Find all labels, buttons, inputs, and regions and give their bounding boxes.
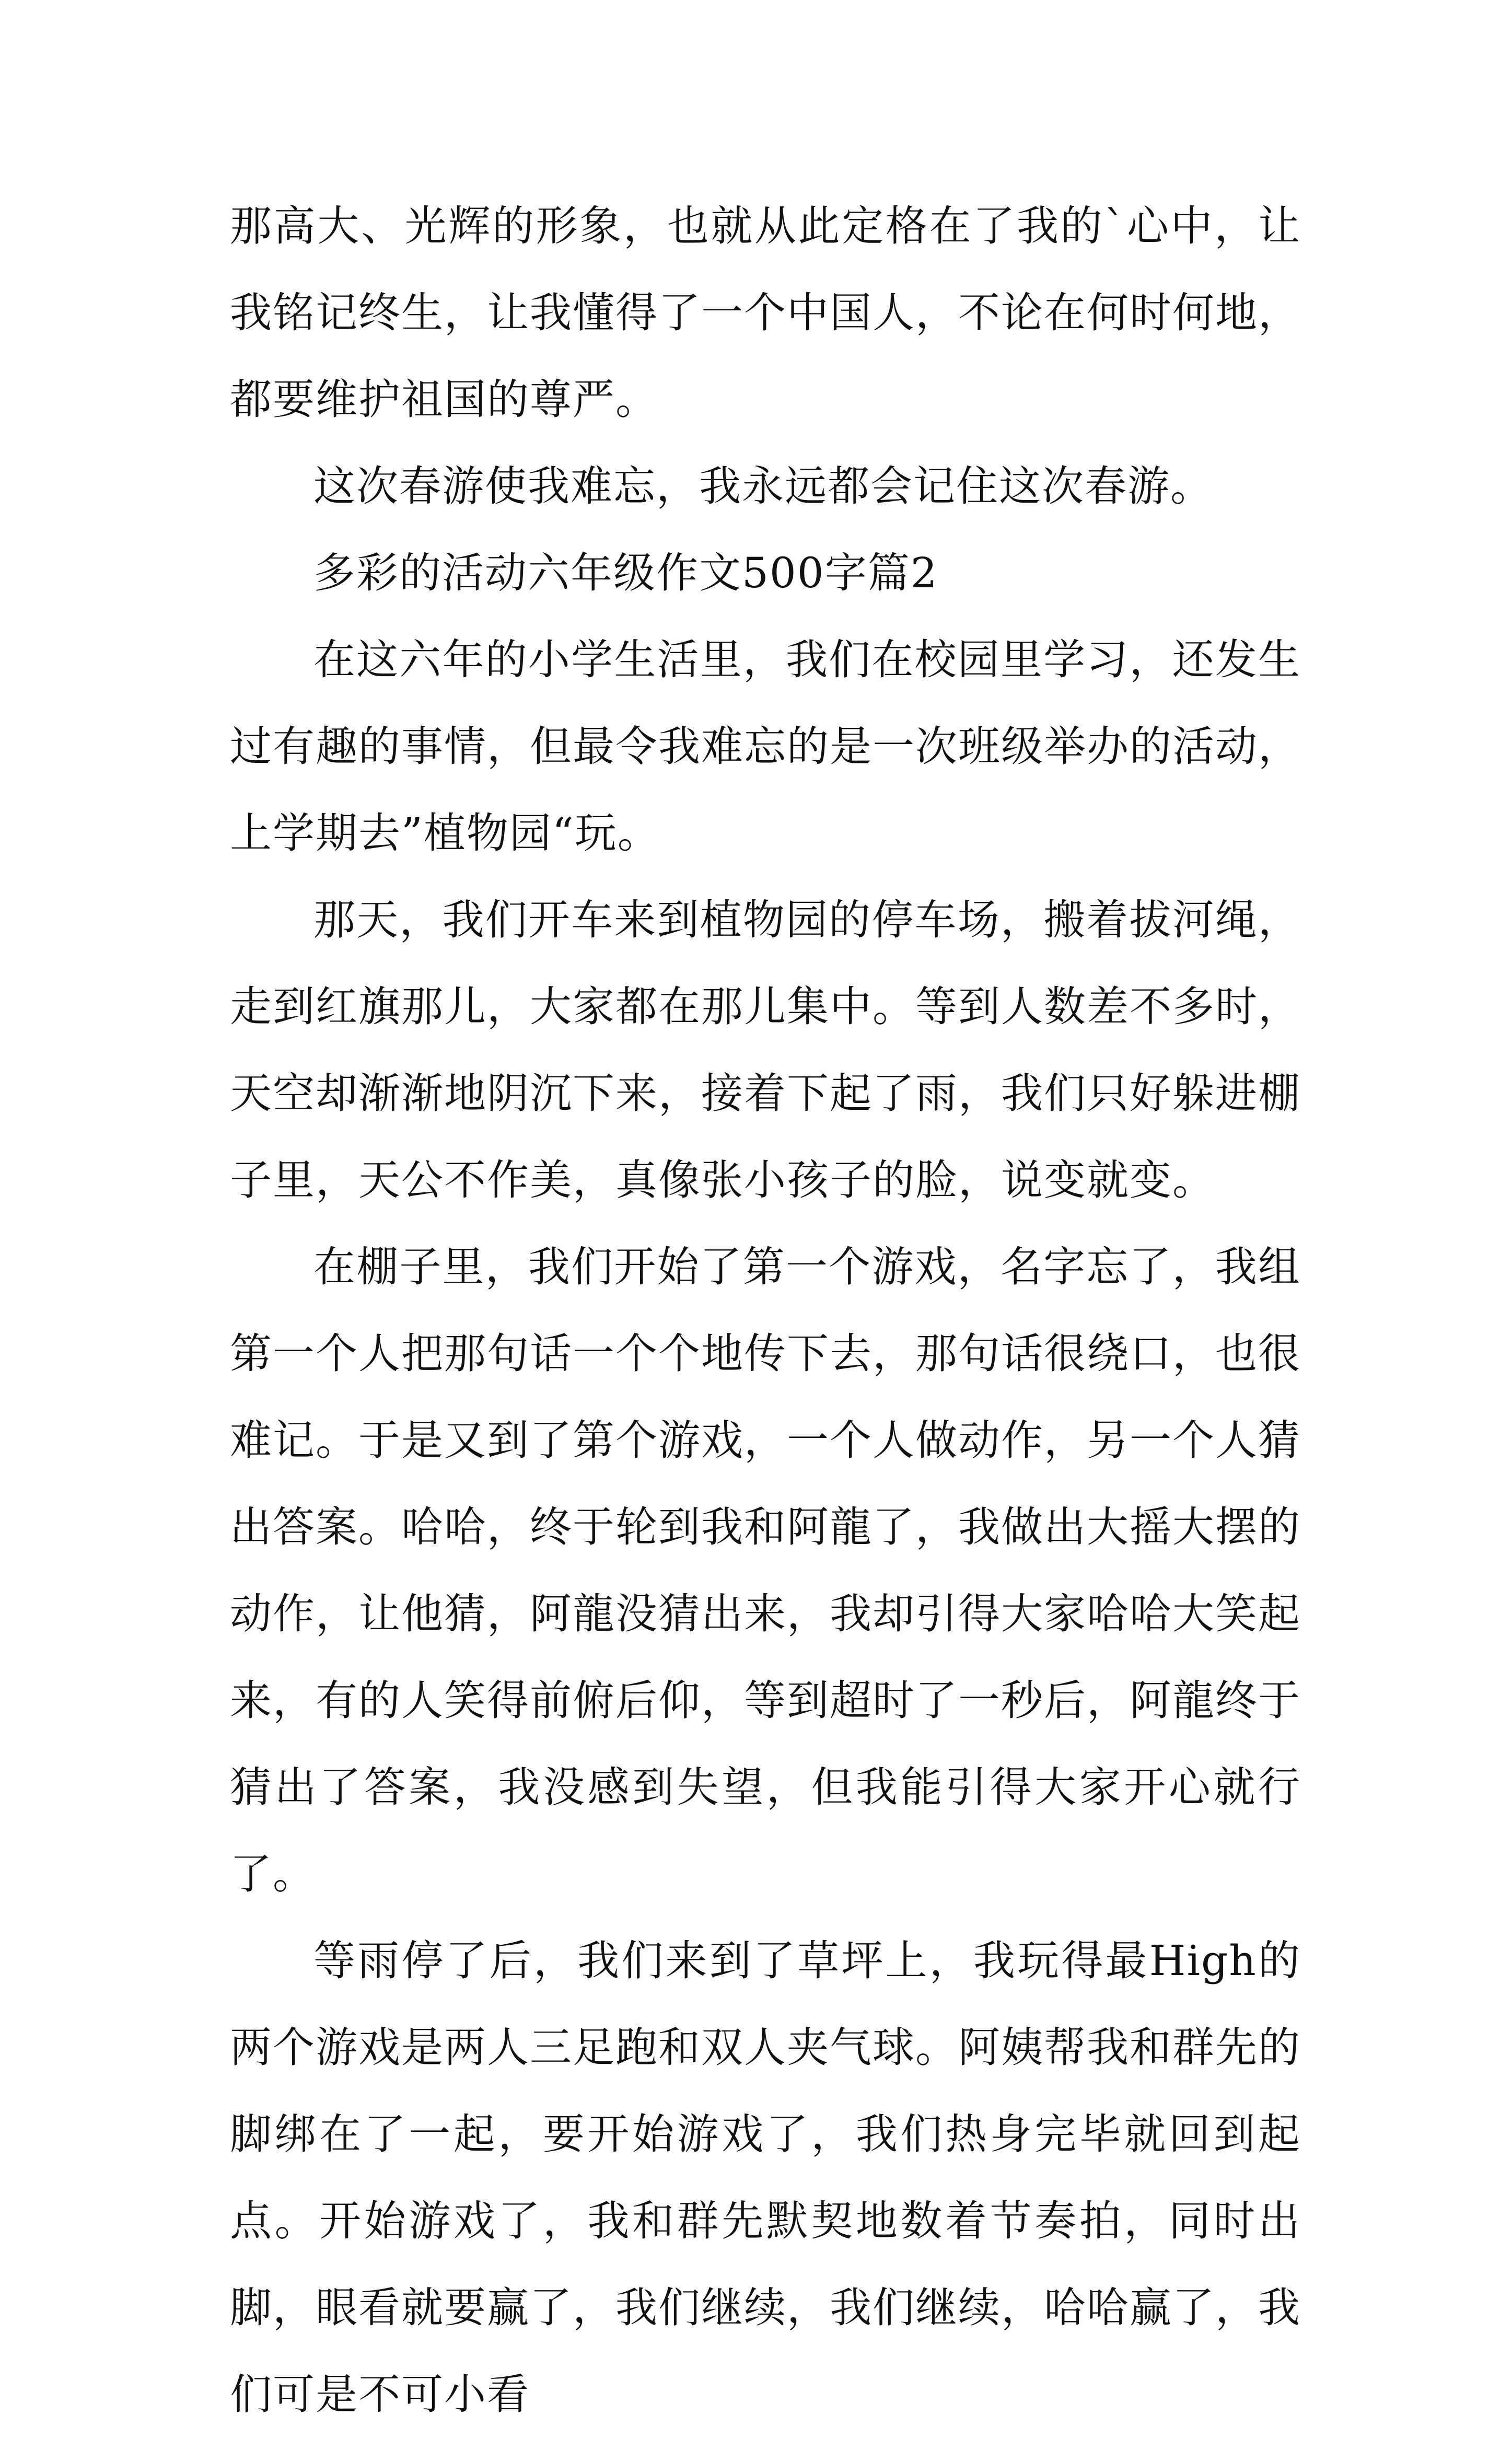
paragraph: 等雨停了后，我们来到了草坪上，我玩得最High的两个游戏是两人三足跑和双人夹气球。阿姨帮我和群先的脚绑在了一起，要开始游戏了，我们热身完毕就回到起点。开始游戏了，我和群先默契地数着节奏拍，同时出脚，眼看就要赢了，我们继续，我们继续，哈哈赢了，我们可是不可小看 — [230, 1936, 1301, 2419]
paragraph: 那天，我们开车来到植物园的停车场，搬着拔河绳，走到红旗那儿，大家都在那儿集中。等到人数差不多时，天空却渐渐地阴沉下来，接着下起了雨，我们只好躲进棚子里，天公不作美，真像张小孩子的脸，说变就变。 — [230, 896, 1301, 1204]
section-heading: 多彩的活动六年级作文500字篇2 — [313, 549, 938, 597]
paragraph: 在这六年的小学生活里，我们在校园里学习，还发生过有趣的事情，但最令我难忘的是一次班级举办的活动，上学期去”植物园“玩。 — [230, 635, 1301, 857]
paragraph: 那高大、光辉的形象，也就从此定格在了我的`心中，让我铭记终生，让我懂得了一个中国人，不论在何时何地，都要维护祖国的尊严。 — [230, 202, 1301, 424]
paragraph: 这次春游使我难忘，我永远都会记住这次春游。 — [313, 462, 1213, 510]
body-text — [230, 183, 1301, 2438]
paragraph: 在棚子里，我们开始了第一个游戏，名字忘了，我组第一个人把那句话一个个地传下去，那句话很绕口，也很难记。于是又到了第个游戏，一个人做动作，另一个人猜出答案。哈哈，终于轮到我和阿龍了，我做出大摇大摆的动作，让他猜，阿龍没猜出来，我却引得大家哈哈大笑起来，有的人笑得前俯后仰，等到超时了一秒后，阿龍终于猜出了答案，我没感到失望，但我能引得大家开心就行了。 — [230, 1243, 1301, 1898]
